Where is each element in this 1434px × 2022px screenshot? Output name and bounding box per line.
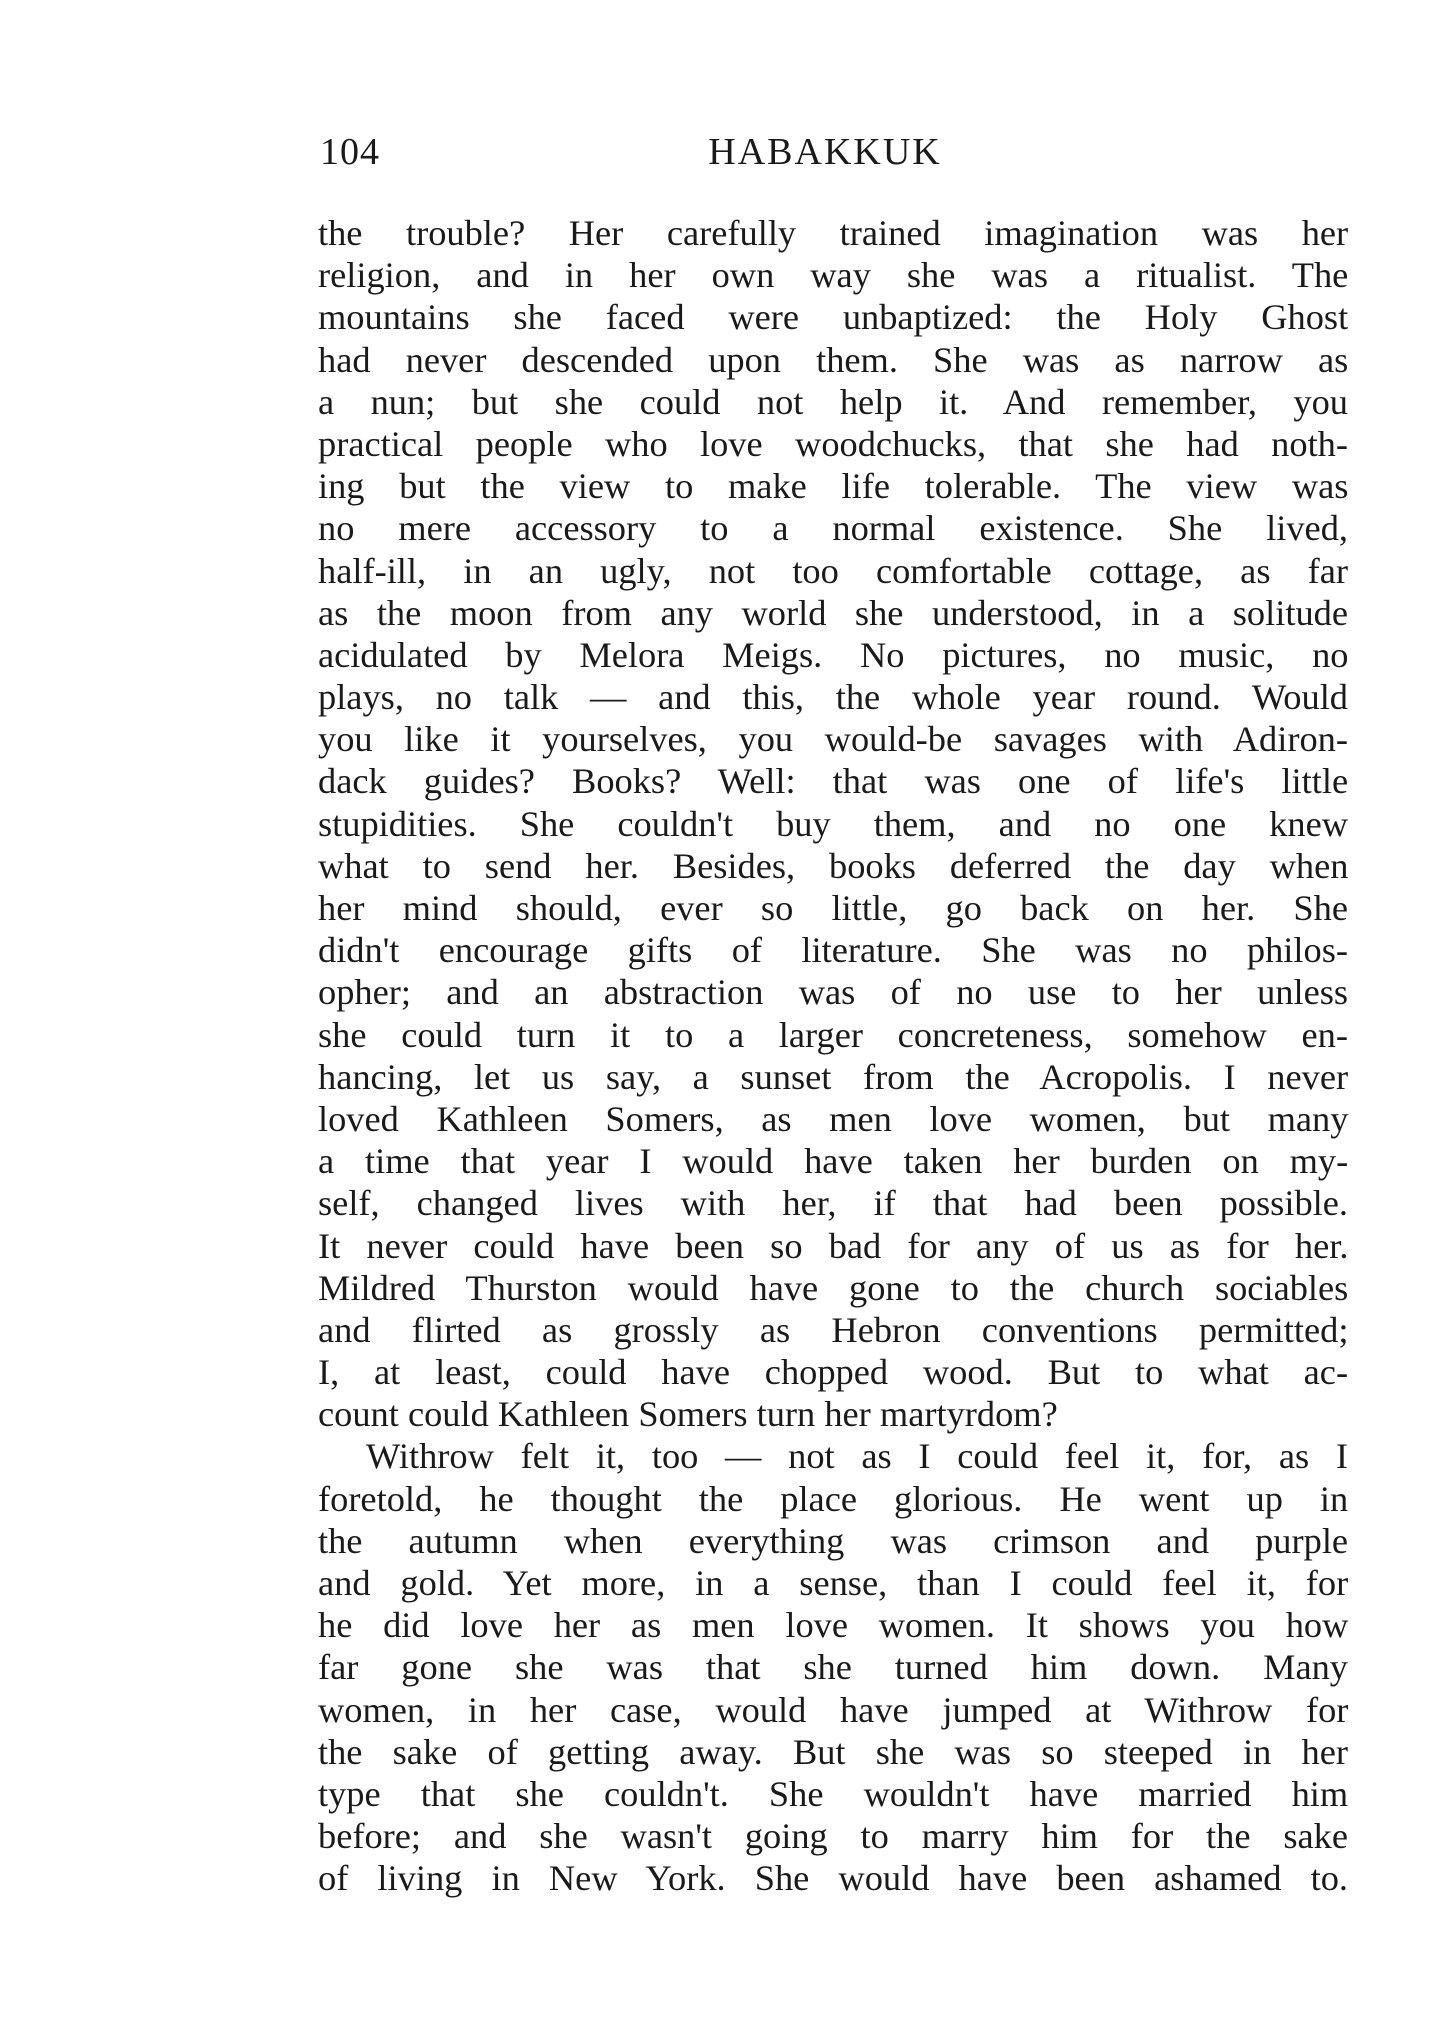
text-line: before; and she wasn't going to marry him for the sake: [318, 1816, 1348, 1857]
text-line: and flirted as grossly as Hebron conventions permitted;: [318, 1309, 1349, 1350]
body-text: [318, 212, 1348, 1900]
text-line: women, in her case, would have jumped at Withrow for: [318, 1689, 1349, 1730]
page-number: 104: [320, 131, 380, 173]
text-line: and gold. Yet more, in a sense, than I could feel it, for: [318, 1563, 1349, 1603]
text-line: no mere accessory to a normal existence. She lived,: [318, 508, 1348, 549]
text-line: self, changed lives with her, if that had been possible.: [318, 1183, 1348, 1224]
paragraph-1: [318, 212, 1348, 1435]
text-line: he did love her as men love women. It shows you how: [318, 1605, 1349, 1646]
text-line: count could Kathleen Somers turn her martyrdom?: [318, 1394, 1058, 1435]
text-line: as the moon from any world she understood, in a solitude: [318, 592, 1348, 633]
text-line: acidulated by Melora Meigs. No pictures, no music, no: [318, 634, 1349, 675]
text-line: of living in New York. She would have been ashamed to.: [318, 1858, 1348, 1899]
text-line: loved Kathleen Somers, as men love women, but many: [318, 1098, 1349, 1139]
text-line: opher; and an abstraction was of no use to her unless: [318, 972, 1349, 1013]
text-line: practical people who love woodchucks, that she had noth-: [318, 423, 1348, 464]
text-line: stupidities. She couldn't buy them, and no one knew: [318, 803, 1348, 844]
running-head: [320, 130, 1330, 180]
text-line: Mildred Thurston would have gone to the church sociables: [318, 1267, 1349, 1308]
text-line: dack guides? Books? Well: that was one of life's little: [318, 761, 1349, 802]
running-title: HABAKKUK: [708, 131, 942, 173]
text-line: the trouble? Her carefully trained imagination was her: [318, 213, 1349, 253]
text-line: didn't encourage gifts of literature. She was no philos-: [318, 930, 1348, 971]
paragraph-2: [318, 1435, 1348, 1899]
text-line: a nun; but she could not help it. And remember, you: [318, 381, 1348, 422]
text-line: It never could have been so bad for any of us as for her.: [318, 1225, 1349, 1266]
text-line: foretold, he thought the place glorious. He went up in: [318, 1478, 1349, 1519]
text-line: religion, and in her own way she was a ritualist. The: [318, 255, 1349, 296]
text-line: the sake of getting away. But she was so steeped in her: [318, 1731, 1349, 1772]
text-line: I, at least, could have chopped wood. But to what ac-: [318, 1352, 1349, 1393]
text-line: Withrow felt it, too — not as I could feel it, for, as I: [366, 1436, 1348, 1477]
text-line: type that she couldn't. She wouldn't have married him: [318, 1773, 1349, 1814]
text-line: mountains she faced were unbaptized: the Holy Ghost: [318, 297, 1349, 338]
text-line: you like it yourselves, you would-be savages with Adiron-: [318, 719, 1348, 760]
text-line: the autumn when everything was crimson and purple: [318, 1520, 1349, 1561]
text-line: what to send her. Besides, books deferred the day when: [318, 845, 1349, 886]
text-line: plays, no talk — and this, the whole year round. Would: [318, 677, 1348, 718]
text-line: half-ill, in an ugly, not too comfortable cottage, as far: [318, 550, 1348, 591]
text-line: far gone she was that she turned him down. Many: [318, 1647, 1348, 1688]
text-line: ing but the view to make life tolerable. The view was: [318, 466, 1349, 507]
text-line: she could turn it to a larger concreteness, somehow en-: [318, 1014, 1348, 1055]
text-line: her mind should, ever so little, go back on her. She: [318, 888, 1348, 928]
text-line: had never descended upon them. She was as narrow as: [318, 339, 1349, 380]
text-line: a time that year I would have taken her burden on my-: [318, 1141, 1349, 1182]
text-line: hancing, let us say, a sunset from the Acropolis. I never: [318, 1056, 1349, 1097]
